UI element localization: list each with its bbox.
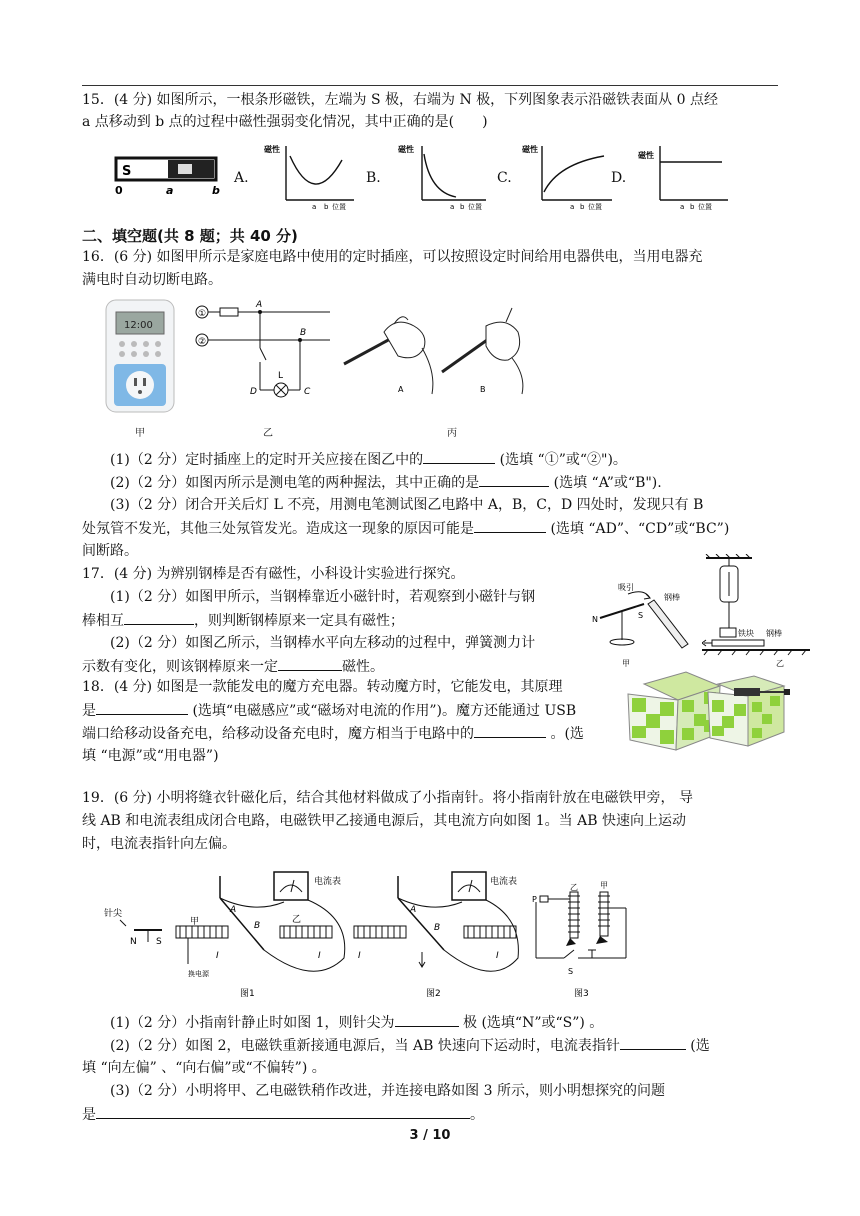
q16-sub3-line2: 处氖管不发光，其他三处氖管发光。造成这一现象的原因可能是 (选填 “AD”、“CD”或“BC”)	[82, 518, 729, 539]
svg-text:a: a	[570, 203, 575, 211]
q16-sub3-line3: 间断路。	[82, 543, 138, 559]
svg-text:位置: 位置	[698, 203, 712, 211]
svg-text:I: I	[496, 951, 499, 961]
svg-text:铁块: 铁块	[738, 629, 754, 638]
q17-sub1-line1: (1)（2 分）如图甲所示，当钢棒靠近小磁针时，若观察到小磁针与钢	[110, 589, 536, 605]
svg-text:P: P	[532, 895, 537, 904]
svg-text:N: N	[592, 615, 598, 624]
svg-text:a: a	[450, 203, 455, 211]
electromagnet-figure-2	[352, 868, 524, 1000]
svg-text:S: S	[156, 937, 162, 947]
svg-text:甲: 甲	[190, 917, 200, 927]
q19-sub1: (1)（2 分）小指南针静止时如图 1，则针尖为 极 (选填“N”或“S”) 。	[110, 1012, 603, 1033]
fig-jia-caption: 甲	[135, 428, 145, 439]
q17-sub1-line2: 棒相互 ，则判断钢棒原来一定具有磁性；	[82, 610, 404, 631]
svg-text:A: A	[256, 300, 263, 310]
svg-text:I: I	[318, 951, 321, 961]
svg-text:磁性: 磁性	[264, 145, 280, 154]
page-number: 3 / 10	[409, 1128, 451, 1143]
graph-a	[262, 140, 358, 212]
timer-socket-figure	[104, 298, 176, 414]
svg-text:S: S	[568, 967, 574, 976]
q15-line2: a 点移动到 b 点的过程中磁性强弱变化情况，其中正确的是( )	[82, 114, 488, 130]
electromagnet-figure-3	[530, 878, 630, 1000]
top-rule	[82, 85, 778, 86]
pen-a-label: A	[398, 385, 404, 394]
svg-text:图1: 图1	[240, 989, 255, 999]
fig-yi-caption: 乙	[263, 428, 273, 439]
svg-text:乙: 乙	[570, 883, 578, 892]
svg-text:磁性: 磁性	[522, 145, 538, 154]
q19-line2: 线 AB 和电流表组成闭合电路，电磁铁甲乙接通电源后，其电流方向如图 1。当 AB 快速向上运动	[82, 813, 686, 829]
svg-text:甲: 甲	[622, 659, 630, 668]
q18-line1: 18．(4 分) 如图是一款能发电的魔方充电器。转动魔方时，它能发电，其原理	[82, 679, 563, 695]
q16-line1: 16．(6 分) 如图甲所示是家庭电路中使用的定时插座，可以按照设定时间给用电器供电，当用电器充	[82, 249, 703, 265]
svg-text:磁性: 磁性	[638, 151, 654, 160]
spring-scale-figure-yi	[702, 554, 812, 670]
svg-text:a: a	[680, 203, 685, 211]
svg-text:电流表: 电流表	[314, 877, 342, 887]
q19-line1: 19．(6 分) 小明将缝衣针磁化后，结合其他材料做成了小指南针。将小指南针放在电磁铁甲旁， 导	[82, 790, 693, 806]
wire-2-label: ②	[198, 337, 207, 347]
svg-text:L: L	[278, 371, 284, 381]
svg-text:乙: 乙	[292, 915, 302, 925]
svg-text:位置: 位置	[332, 203, 346, 211]
svg-text:C: C	[304, 387, 311, 397]
q19-sub3-line1: (3)（2 分）小明将甲、乙电磁铁稍作改进，并连接电路如图 3 所示，则小明想探究的问题	[110, 1083, 665, 1099]
q19-sub2-line1: (2)（2 分）如图 2，电磁铁重新接通电源后，当 AB 快速向下运动时，电流表指针 (选	[110, 1035, 710, 1056]
svg-text:B: B	[434, 923, 441, 933]
svg-text:B: B	[300, 328, 307, 338]
bar-magnet-figure	[112, 152, 222, 198]
q15-option-a: A.	[234, 170, 249, 186]
section-title: 二、填空题(共 8 题；共 40 分)	[82, 227, 298, 245]
svg-text:S: S	[638, 611, 644, 620]
q18-line2: 是 (选填“电磁感应”或“磁场对电流的作用”)。魔方还能通过 USB	[82, 700, 576, 721]
magnet-a-label: a	[166, 184, 174, 197]
fig-bing-caption: 丙	[447, 428, 457, 439]
graph-c	[520, 140, 616, 212]
svg-text:D: D	[250, 387, 257, 397]
svg-text:b: b	[580, 203, 585, 211]
svg-text:图3: 图3	[574, 989, 589, 999]
svg-text:b: b	[460, 203, 465, 211]
svg-text:b: b	[690, 203, 695, 211]
svg-text:12:00: 12:00	[124, 320, 153, 331]
svg-text:N: N	[130, 937, 137, 947]
magnet-s-label: S	[122, 164, 132, 179]
svg-text:B: B	[254, 921, 261, 931]
svg-text:钢棒: 钢棒	[664, 593, 680, 602]
svg-text:I: I	[216, 951, 219, 961]
compass-rod-figure-jia	[588, 578, 694, 670]
svg-text:针尖: 针尖	[104, 909, 123, 919]
pen-b-label: B	[480, 385, 486, 394]
q15-option-c: C.	[497, 170, 512, 186]
magnet-0-label: 0	[115, 184, 123, 197]
q15-line1: 15．(4 分) 如图所示，一根条形磁铁，左端为 S 极，右端为 N 极，下列图象表示沿磁铁表面从 0 点经	[82, 92, 718, 108]
q15-option-d: D.	[611, 170, 627, 186]
graph-b	[394, 140, 490, 212]
magic-cube-usb-figure	[706, 674, 792, 750]
svg-text:甲: 甲	[600, 881, 608, 890]
q18-line3: 端口给移动设备充电，给移动设备充电时，魔方相当于电路中的 。(选	[82, 723, 584, 744]
q19-sub3-line2: 是 。	[82, 1104, 484, 1125]
circuit-figure-yi	[192, 298, 332, 406]
q16-sub2: (2)（2 分）如图丙所示是测电笔的两种握法，其中正确的是 (选填 “A”或“B").	[110, 472, 662, 493]
svg-text:A: A	[410, 905, 417, 915]
electromagnet-figure-1	[104, 868, 350, 1000]
test-pen-figure-bing	[336, 302, 532, 398]
graph-d	[636, 140, 732, 212]
q16-sub1: (1)（2 分）定时插座上的定时开关应接在图乙中的 (选填 “①”或“②")。	[110, 449, 627, 470]
wire-1-label: ①	[198, 309, 207, 319]
svg-text:a: a	[312, 203, 317, 211]
svg-text:I: I	[358, 951, 361, 961]
svg-text:吸引: 吸引	[618, 583, 634, 592]
q16-line2: 满电时自动切断电路。	[82, 272, 222, 288]
svg-text:图2: 图2	[426, 989, 441, 999]
q19-sub2-line2: 填 “向左偏” 、“向右偏”或“不偏转”) 。	[82, 1060, 326, 1076]
svg-text:位置: 位置	[468, 203, 482, 211]
svg-text:A: A	[230, 905, 237, 915]
svg-text:电流表: 电流表	[490, 877, 518, 887]
svg-text:换电源: 换电源	[188, 970, 209, 978]
svg-text:磁性: 磁性	[398, 145, 414, 154]
q17-line1: 17．(4 分) 为辨别钢棒是否有磁性，小科设计实验进行探究。	[82, 566, 465, 582]
q15-option-b: B.	[366, 170, 381, 186]
svg-text:乙: 乙	[776, 659, 784, 668]
svg-text:钢棒: 钢棒	[766, 629, 782, 638]
svg-text:b: b	[324, 203, 329, 211]
q17-sub2-line2: 示数有变化，则该钢棒原来一定 磁性。	[82, 656, 384, 677]
q17-sub2-line1: (2)（2 分）如图乙所示，当钢棒水平向左移动的过程中，弹簧测力计	[110, 635, 536, 651]
svg-text:位置: 位置	[588, 203, 602, 211]
q19-line3: 时，电流表指针向左偏。	[82, 836, 236, 852]
q16-sub3-line1: (3)（2 分）闭合开关后灯 L 不亮，用测电笔测试图乙电路中 A，B，C，D 四处时，发现只有 B	[110, 497, 704, 513]
magnet-b-label: b	[212, 184, 220, 197]
q18-line4: 填 “电源”或“用电器”)	[82, 748, 219, 764]
